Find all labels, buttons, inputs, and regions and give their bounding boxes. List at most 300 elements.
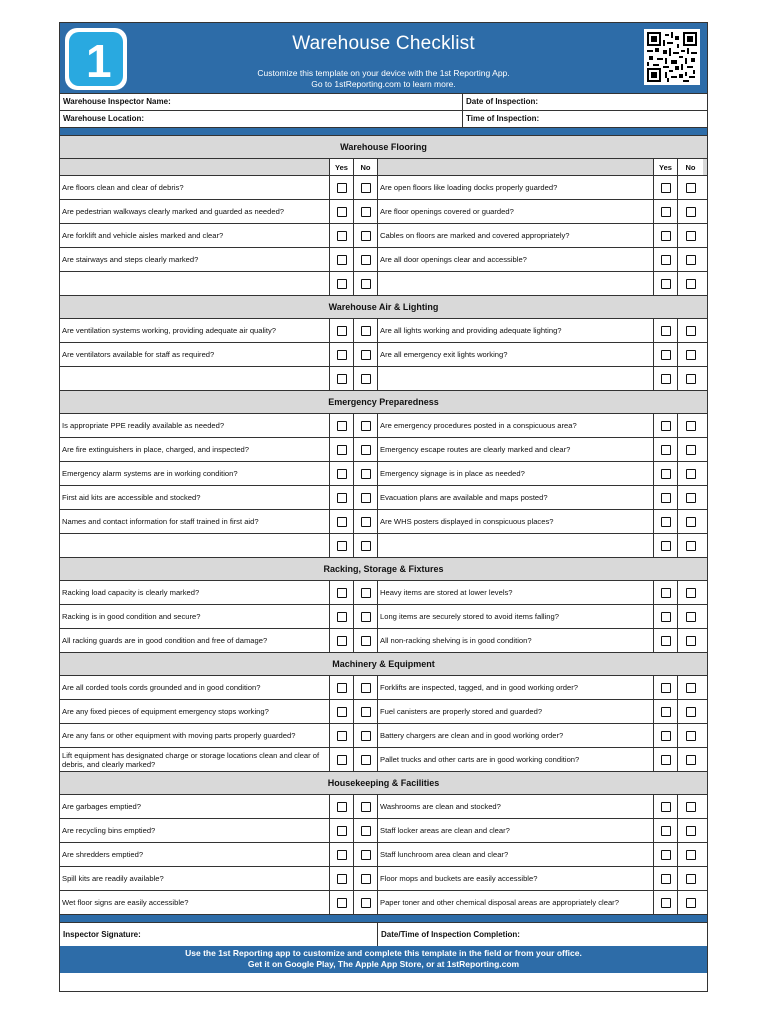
yes-checkbox-cell [654, 486, 678, 509]
question-right: Evacuation plans are available and maps posted? [378, 486, 654, 509]
no-checkbox-cell [678, 248, 703, 271]
yes-checkbox[interactable] [337, 279, 347, 289]
question-left: Lift equipment has designated charge or storage locations clean and clear of debris, and clearly marked? [60, 748, 330, 771]
yes-checkbox-cell [330, 819, 354, 842]
no-checkbox-cell [678, 224, 703, 247]
no-checkbox-cell [678, 510, 703, 533]
yes-checkbox[interactable] [661, 731, 671, 741]
yes-checkbox[interactable] [661, 231, 671, 241]
no-checkbox-cell [354, 605, 378, 628]
yes-checkbox[interactable] [337, 255, 347, 265]
no-checkbox[interactable] [686, 707, 696, 717]
question-right: Are all emergency exit lights working? [378, 343, 654, 366]
yes-checkbox-cell [330, 438, 354, 461]
no-checkbox[interactable] [361, 898, 371, 908]
no-checkbox-cell [678, 700, 703, 723]
question-right: Are all door openings clear and accessible? [378, 248, 654, 271]
no-checkbox[interactable] [361, 445, 371, 455]
question-left [60, 272, 330, 295]
yes-checkbox[interactable] [661, 707, 671, 717]
yes-checkbox-cell [654, 581, 678, 604]
checklist-row [60, 199, 707, 223]
question-left: Are recycling bins emptied? [60, 819, 330, 842]
yes-checkbox-cell [330, 629, 354, 652]
yes-checkbox-cell [330, 676, 354, 699]
question-left: Are floors clean and clear of debris? [60, 176, 330, 199]
yes-checkbox[interactable] [661, 469, 671, 479]
yes-checkbox[interactable] [661, 850, 671, 860]
question-left: Are fire extinguishers in place, charged, and inspected? [60, 438, 330, 461]
no-header: No [354, 159, 378, 175]
no-checkbox[interactable] [686, 898, 696, 908]
yes-checkbox[interactable] [337, 421, 347, 431]
yes-checkbox-cell [654, 510, 678, 533]
yes-checkbox-cell [654, 438, 678, 461]
yes-checkbox[interactable] [661, 207, 671, 217]
question-left: Is appropriate PPE readily available as needed? [60, 414, 330, 437]
checklist-row [60, 413, 707, 437]
question-right [378, 272, 654, 295]
yes-checkbox-cell [330, 367, 354, 390]
no-checkbox[interactable] [361, 231, 371, 241]
no-checkbox[interactable] [686, 469, 696, 479]
yes-checkbox[interactable] [337, 207, 347, 217]
no-checkbox[interactable] [686, 588, 696, 598]
question-right [378, 367, 654, 390]
question-right: Are WHS posters displayed in conspicuous places? [378, 510, 654, 533]
yes-checkbox[interactable] [337, 898, 347, 908]
question-right: Battery chargers are clean and in good working order? [378, 724, 654, 747]
question-right: Cables on floors are marked and covered appropriately? [378, 224, 654, 247]
no-checkbox-cell [354, 438, 378, 461]
no-checkbox[interactable] [361, 588, 371, 598]
inspection-time-field[interactable]: Time of Inspection: [466, 114, 540, 123]
question-right: Long items are securely stored to avoid items falling? [378, 605, 654, 628]
no-checkbox-cell [678, 819, 703, 842]
no-checkbox-cell [678, 748, 703, 771]
no-checkbox-cell [678, 414, 703, 437]
no-checkbox[interactable] [361, 207, 371, 217]
checklist-row [60, 485, 707, 509]
no-header: No [678, 159, 703, 175]
question-right: Pallet trucks and other carts are in good working condition? [378, 748, 654, 771]
yes-checkbox-cell [654, 676, 678, 699]
yes-checkbox-cell [654, 795, 678, 818]
no-checkbox-cell [678, 724, 703, 747]
no-checkbox[interactable] [361, 707, 371, 717]
completion-datetime-field[interactable]: Date/Time of Inspection Completion: [381, 930, 520, 939]
no-checkbox[interactable] [686, 612, 696, 622]
question-right: Are floor openings covered or guarded? [378, 200, 654, 223]
no-checkbox-cell [354, 343, 378, 366]
checklist-row [60, 318, 707, 342]
no-checkbox-cell [678, 867, 703, 890]
no-checkbox[interactable] [361, 802, 371, 812]
yes-checkbox[interactable] [661, 826, 671, 836]
question-left: Emergency alarm systems are in working condition? [60, 462, 330, 485]
yes-checkbox-cell [330, 510, 354, 533]
checklist-sections [60, 135, 707, 914]
no-checkbox[interactable] [686, 421, 696, 431]
no-checkbox-cell [354, 200, 378, 223]
yes-checkbox[interactable] [337, 731, 347, 741]
yes-checkbox-cell [330, 272, 354, 295]
question-left: Are forklift and vehicle aisles marked and clear? [60, 224, 330, 247]
yes-checkbox[interactable] [661, 636, 671, 646]
page-title: Warehouse Checklist [292, 33, 475, 54]
divider-bar [60, 127, 707, 135]
yes-checkbox-cell [330, 724, 354, 747]
no-checkbox[interactable] [686, 850, 696, 860]
no-checkbox[interactable] [686, 183, 696, 193]
no-checkbox-cell [678, 605, 703, 628]
no-checkbox[interactable] [686, 874, 696, 884]
no-checkbox-cell [678, 367, 703, 390]
no-checkbox-cell [678, 581, 703, 604]
no-checkbox-cell [354, 176, 378, 199]
yes-checkbox-cell [654, 700, 678, 723]
no-checkbox[interactable] [361, 541, 371, 551]
yes-checkbox-cell [654, 629, 678, 652]
question-left: Are any fans or other equipment with moving parts properly guarded? [60, 724, 330, 747]
header-spacer [60, 159, 330, 175]
inspector-name-field[interactable]: Warehouse Inspector Name: [60, 94, 463, 110]
no-checkbox[interactable] [361, 731, 371, 741]
yes-checkbox[interactable] [337, 850, 347, 860]
yes-checkbox-cell [330, 605, 354, 628]
yes-checkbox[interactable] [661, 183, 671, 193]
yes-no-header-row [60, 158, 707, 175]
no-checkbox-cell [678, 891, 703, 914]
no-checkbox[interactable] [361, 469, 371, 479]
checklist-row [60, 699, 707, 723]
yes-checkbox-cell [654, 891, 678, 914]
yes-checkbox[interactable] [661, 279, 671, 289]
1st-reporting-logo-icon: 1 [65, 28, 127, 90]
signature-row [60, 922, 707, 946]
no-checkbox[interactable] [361, 279, 371, 289]
no-checkbox-cell [678, 176, 703, 199]
question-left: Are ventilators available for staff as required? [60, 343, 330, 366]
no-checkbox[interactable] [361, 326, 371, 336]
no-checkbox-cell [678, 272, 703, 295]
checklist-row [60, 533, 707, 557]
checklist-row [60, 461, 707, 485]
no-checkbox[interactable] [361, 421, 371, 431]
yes-checkbox[interactable] [661, 445, 671, 455]
no-checkbox-cell [354, 676, 378, 699]
no-checkbox[interactable] [686, 493, 696, 503]
no-checkbox[interactable] [361, 755, 371, 765]
no-checkbox[interactable] [686, 683, 696, 693]
yes-header: Yes [330, 159, 354, 175]
yes-checkbox[interactable] [661, 326, 671, 336]
yes-checkbox-cell [654, 272, 678, 295]
yes-checkbox-cell [654, 343, 678, 366]
yes-checkbox[interactable] [337, 802, 347, 812]
no-checkbox[interactable] [361, 612, 371, 622]
checklist-row [60, 794, 707, 818]
yes-checkbox[interactable] [661, 541, 671, 551]
yes-checkbox[interactable] [337, 350, 347, 360]
question-left [60, 534, 330, 557]
yes-checkbox[interactable] [337, 517, 347, 527]
no-checkbox-cell [354, 510, 378, 533]
no-checkbox-cell [354, 581, 378, 604]
yes-checkbox[interactable] [661, 802, 671, 812]
no-checkbox-cell [354, 891, 378, 914]
no-checkbox-cell [354, 224, 378, 247]
yes-checkbox[interactable] [337, 755, 347, 765]
yes-checkbox-cell [330, 748, 354, 771]
question-left: Are pedestrian walkways clearly marked and guarded as needed? [60, 200, 330, 223]
yes-checkbox-cell [654, 843, 678, 866]
no-checkbox-cell [354, 486, 378, 509]
no-checkbox-cell [678, 200, 703, 223]
no-checkbox[interactable] [361, 683, 371, 693]
yes-checkbox-cell [654, 367, 678, 390]
yes-checkbox[interactable] [661, 350, 671, 360]
no-checkbox[interactable] [361, 374, 371, 384]
yes-checkbox[interactable] [661, 255, 671, 265]
yes-checkbox[interactable] [661, 374, 671, 384]
question-right [378, 534, 654, 557]
no-checkbox[interactable] [686, 517, 696, 527]
divider-bar [60, 914, 707, 922]
inspector-signature-field[interactable]: Inspector Signature: [60, 923, 378, 946]
inspection-date-field[interactable]: Date of Inspection: [466, 97, 539, 106]
no-checkbox[interactable] [361, 826, 371, 836]
yes-checkbox[interactable] [337, 469, 347, 479]
yes-checkbox-cell [654, 724, 678, 747]
no-checkbox-cell [354, 248, 378, 271]
yes-checkbox-cell [654, 534, 678, 557]
no-checkbox-cell [678, 319, 703, 342]
no-checkbox[interactable] [361, 493, 371, 503]
question-left: Are any fixed pieces of equipment emergency stops working? [60, 700, 330, 723]
yes-checkbox-cell [330, 176, 354, 199]
no-checkbox-cell [678, 462, 703, 485]
question-right: Emergency signage is in place as needed? [378, 462, 654, 485]
no-checkbox-cell [354, 724, 378, 747]
no-checkbox-cell [354, 534, 378, 557]
no-checkbox-cell [678, 343, 703, 366]
question-right: Floor mops and buckets are easily accessible? [378, 867, 654, 890]
yes-checkbox[interactable] [337, 826, 347, 836]
yes-checkbox-cell [330, 343, 354, 366]
no-checkbox[interactable] [361, 255, 371, 265]
yes-checkbox-cell [330, 200, 354, 223]
no-checkbox[interactable] [686, 755, 696, 765]
yes-checkbox[interactable] [337, 493, 347, 503]
yes-checkbox[interactable] [337, 612, 347, 622]
checklist-row [60, 437, 707, 461]
yes-checkbox-cell [654, 605, 678, 628]
no-checkbox[interactable] [686, 802, 696, 812]
no-checkbox-cell [678, 438, 703, 461]
checklist-row [60, 628, 707, 652]
no-checkbox[interactable] [686, 636, 696, 646]
yes-checkbox[interactable] [661, 683, 671, 693]
question-right: Are open floors like loading docks properly guarded? [378, 176, 654, 199]
no-checkbox-cell [678, 843, 703, 866]
no-checkbox-cell [354, 414, 378, 437]
no-checkbox[interactable] [686, 541, 696, 551]
no-checkbox[interactable] [686, 445, 696, 455]
yes-checkbox-cell [330, 581, 354, 604]
footer-line: Get it on Google Play, The Apple App Store, or at 1stReporting.com [247, 959, 520, 969]
yes-checkbox[interactable] [337, 374, 347, 384]
checklist-row [60, 509, 707, 533]
checklist-row [60, 271, 707, 295]
question-right: Staff locker areas are clean and clear? [378, 819, 654, 842]
question-right: Forklifts are inspected, tagged, and in good working order? [378, 676, 654, 699]
no-checkbox-cell [678, 795, 703, 818]
yes-checkbox[interactable] [337, 683, 347, 693]
no-checkbox[interactable] [686, 255, 696, 265]
no-checkbox[interactable] [686, 207, 696, 217]
question-left: Are stairways and steps clearly marked? [60, 248, 330, 271]
no-checkbox[interactable] [686, 826, 696, 836]
yes-checkbox-cell [654, 200, 678, 223]
checklist-row [60, 175, 707, 199]
no-checkbox-cell [354, 629, 378, 652]
section-title: Warehouse Flooring [60, 135, 707, 158]
yes-checkbox-cell [330, 224, 354, 247]
no-checkbox[interactable] [686, 326, 696, 336]
no-checkbox-cell [354, 700, 378, 723]
no-checkbox-cell [678, 676, 703, 699]
yes-checkbox[interactable] [337, 231, 347, 241]
yes-checkbox-cell [330, 867, 354, 890]
yes-checkbox-cell [330, 319, 354, 342]
no-checkbox-cell [354, 795, 378, 818]
section-title: Housekeeping & Facilities [60, 771, 707, 794]
yes-checkbox[interactable] [337, 445, 347, 455]
question-right: Washrooms are clean and stocked? [378, 795, 654, 818]
section-title: Warehouse Air & Lighting [60, 295, 707, 318]
yes-checkbox-cell [330, 843, 354, 866]
header-spacer [378, 159, 654, 175]
checklist-row [60, 890, 707, 914]
yes-checkbox[interactable] [661, 612, 671, 622]
checklist-row [60, 675, 707, 699]
no-checkbox-cell [678, 534, 703, 557]
no-checkbox[interactable] [686, 731, 696, 741]
yes-checkbox-cell [654, 462, 678, 485]
yes-checkbox-cell [654, 867, 678, 890]
checklist-row [60, 842, 707, 866]
no-checkbox[interactable] [686, 231, 696, 241]
no-checkbox[interactable] [686, 350, 696, 360]
no-checkbox-cell [354, 319, 378, 342]
warehouse-location-field[interactable]: Warehouse Location: [60, 111, 463, 127]
info-row-location [60, 110, 707, 127]
yes-checkbox[interactable] [337, 588, 347, 598]
yes-checkbox[interactable] [661, 588, 671, 598]
yes-checkbox-cell [330, 795, 354, 818]
checklist-row [60, 366, 707, 390]
question-right: Are emergency procedures posted in a conspicuous area? [378, 414, 654, 437]
no-checkbox[interactable] [361, 850, 371, 860]
question-right: Are all lights working and providing adequate lighting? [378, 319, 654, 342]
checklist-row [60, 723, 707, 747]
no-checkbox-cell [354, 843, 378, 866]
yes-checkbox[interactable] [661, 755, 671, 765]
question-left: Racking load capacity is clearly marked? [60, 581, 330, 604]
no-checkbox[interactable] [361, 350, 371, 360]
question-left [60, 367, 330, 390]
no-checkbox[interactable] [361, 874, 371, 884]
section-title: Emergency Preparedness [60, 390, 707, 413]
no-checkbox[interactable] [686, 279, 696, 289]
yes-checkbox-cell [330, 891, 354, 914]
checklist-row [60, 818, 707, 842]
checklist-row [60, 604, 707, 628]
yes-checkbox[interactable] [337, 636, 347, 646]
question-left: Are all corded tools cords grounded and in good condition? [60, 676, 330, 699]
no-checkbox[interactable] [686, 374, 696, 384]
yes-checkbox-cell [330, 414, 354, 437]
yes-checkbox-cell [654, 819, 678, 842]
checklist-sheet [59, 22, 708, 992]
qr-code-icon[interactable] [644, 29, 700, 85]
question-right: Emergency escape routes are clearly marked and clear? [378, 438, 654, 461]
question-left: Are shredders emptied? [60, 843, 330, 866]
checklist-row [60, 866, 707, 890]
yes-checkbox[interactable] [661, 493, 671, 503]
no-checkbox-cell [354, 367, 378, 390]
yes-checkbox-cell [654, 224, 678, 247]
question-left: Racking is in good condition and secure? [60, 605, 330, 628]
yes-checkbox[interactable] [661, 874, 671, 884]
yes-checkbox-cell [654, 176, 678, 199]
yes-checkbox-cell [654, 748, 678, 771]
question-left: Names and contact information for staff trained in first aid? [60, 510, 330, 533]
no-checkbox-cell [678, 629, 703, 652]
yes-checkbox[interactable] [337, 541, 347, 551]
header-subtitle: Customize this template on your device with the 1st Reporting App. Go to 1stReporting.com to learn more. [257, 68, 510, 89]
question-left: Are garbages emptied? [60, 795, 330, 818]
yes-checkbox[interactable] [661, 517, 671, 527]
checklist-row [60, 580, 707, 604]
footer-banner [60, 946, 707, 973]
yes-checkbox[interactable] [337, 326, 347, 336]
no-checkbox[interactable] [361, 183, 371, 193]
question-left: First aid kits are accessible and stocked? [60, 486, 330, 509]
checklist-row [60, 247, 707, 271]
no-checkbox[interactable] [361, 517, 371, 527]
yes-checkbox-cell [654, 319, 678, 342]
question-right: Paper toner and other chemical disposal areas are appropriately clear? [378, 891, 654, 914]
yes-checkbox[interactable] [661, 421, 671, 431]
info-row-inspector [60, 93, 707, 110]
header-banner [60, 23, 707, 93]
no-checkbox-cell [678, 486, 703, 509]
yes-checkbox[interactable] [337, 707, 347, 717]
question-right: Fuel canisters are properly stored and guarded? [378, 700, 654, 723]
yes-checkbox[interactable] [661, 898, 671, 908]
section-title: Machinery & Equipment [60, 652, 707, 675]
question-right: Staff lunchroom area clean and clear? [378, 843, 654, 866]
section-title: Racking, Storage & Fixtures [60, 557, 707, 580]
checklist-row [60, 747, 707, 771]
no-checkbox[interactable] [361, 636, 371, 646]
yes-checkbox[interactable] [337, 183, 347, 193]
yes-checkbox-cell [654, 414, 678, 437]
yes-checkbox[interactable] [337, 874, 347, 884]
question-left: Wet floor signs are easily accessible? [60, 891, 330, 914]
